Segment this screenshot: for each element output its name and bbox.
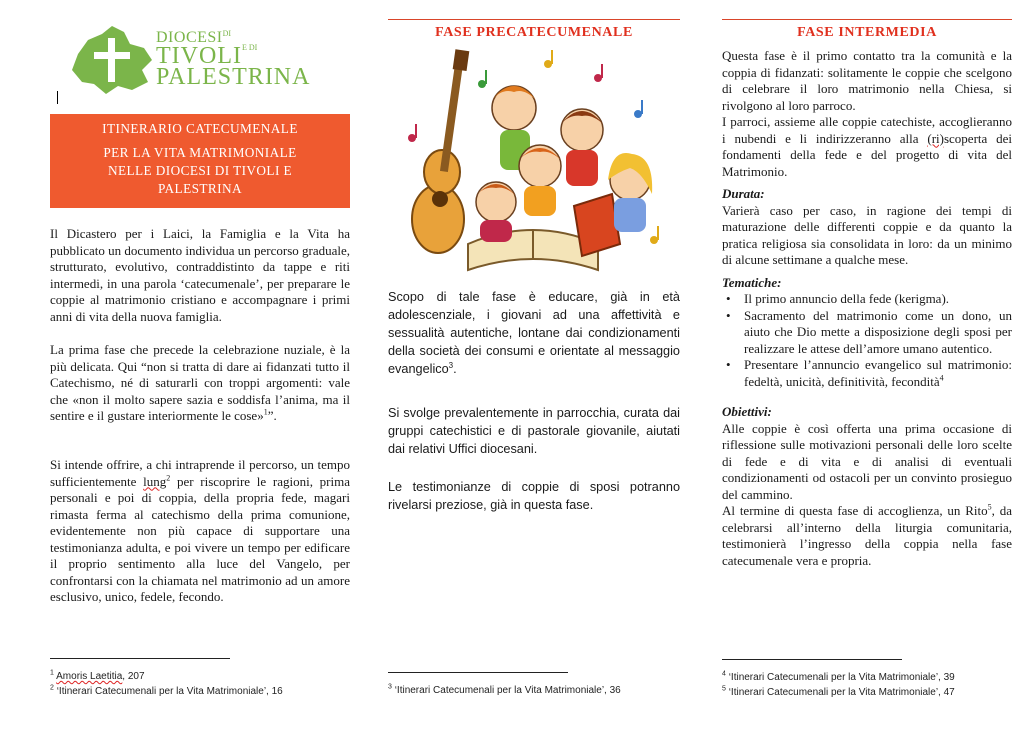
logo-line-3: PALESTRINA bbox=[156, 64, 311, 90]
precat-paragraph-1-text: Scopo di tale fase è educare, già in età adolescenziale, i giovani ad una affettività e sessualità autentiche, lontane dai condizionamenti della società dei consumi e orientate al messaggio evangelico bbox=[388, 290, 680, 376]
footnote-1 bbox=[50, 669, 350, 684]
intro-paragraph-1: Il Dicastero per i Laici, la Famiglia e la Vita ha pubblicato un documento individua un percorso graduale, strutturato, evolutivo, contraddistinto da tappe e riti intermedi, in una parola ‘catecumenale’, per preparare le coppie al matrimonio cristiano e accompagnare i primi anni di vita della nuova famiglia. bbox=[50, 226, 351, 324]
section-rule-precatecumenale bbox=[388, 19, 680, 20]
section-rule-intermedia bbox=[722, 19, 1012, 20]
list-item: • Il primo annuncio della fede (kerigma). bbox=[722, 291, 1012, 308]
spelling-error-word[interactable]: (ri) bbox=[927, 130, 944, 146]
singing-children-illustration bbox=[398, 44, 668, 276]
intro-paragraph-2-text: La prima fase che precede la celebrazione nuziale, è la più delicata. Qui “non si tratta di dare ai fidanzati tutto il Catechismo, né di saturarli con troppi argomenti: vale che «non il molto sapere sazia e soddisfa l’anima, ma il sentire e il gustare interiormente le cose» bbox=[50, 342, 350, 423]
diocese-map-cross-icon bbox=[68, 24, 158, 96]
diocese-logo bbox=[68, 24, 328, 96]
list-item bbox=[722, 357, 1012, 390]
obiettivi-heading: Obiettivi: bbox=[722, 404, 772, 419]
intermedia-paragraph-2-text-b: scoperta dei fondamenti della fede e del progetto di vita del Matrimonio. bbox=[722, 130, 1012, 179]
intermedia-paragraph-rito bbox=[722, 503, 1012, 569]
footnote-5-number: 5 bbox=[722, 685, 726, 693]
list-item: • Sacramento del matrimonio come un dono, un aiuto che Dio mette a disposizione degli sposi per realizzare le attese dell’amore umano autentico. bbox=[722, 308, 1012, 358]
footnote-3-text: ‘Itinerari Catecumenali per la Vita Matrimoniale’, 36 bbox=[394, 685, 621, 696]
section-title-precatecumenale: FASE PRECATECUMENALE bbox=[435, 25, 633, 40]
footnote-ref-5[interactable]: 5 bbox=[987, 502, 992, 512]
obiettivi-text: Alle coppie è così offerta una prima occasione di riflessione sulle motivazioni personali delle loro scelte di fede e di vita e di analisi di eventuali condizionamenti od ostacoli per un convinto prosieguo del cammino. bbox=[722, 420, 1012, 502]
footnote-1-number: 1 bbox=[50, 669, 54, 677]
footnote-divider bbox=[722, 659, 902, 660]
guitar-icon bbox=[412, 49, 469, 253]
intro-paragraph-3-text-b: per riscoprire le ragioni, prima personali e poi di coppia, della propria fede, magari rimasta ferma al catechismo della prima comunione, evidentemente non più capace di supportare una testimonianza adulta, e poi vivere un tempo per edificare il proprio sentimento alla luce del Vangelo, per confrontarsi con la chiamata nel matrimonio ad un amore esclusivo, unico, fedele, fecondo. bbox=[50, 473, 350, 604]
footnote-ref-4[interactable]: 4 bbox=[939, 373, 944, 383]
intro-paragraph-2-end: ”. bbox=[267, 408, 277, 423]
child-left-icon bbox=[476, 182, 516, 242]
precat-paragraph-1 bbox=[388, 288, 680, 378]
footnote-4 bbox=[722, 670, 1012, 685]
spelling-error-word[interactable]: lung bbox=[143, 473, 167, 489]
footnote-5 bbox=[722, 685, 1012, 700]
rito-text-b: , da celebrarsi all’interno della liturgia comunitaria, testimonierà l’ingresso della coppia nella fase catecumenale vera e propria. bbox=[722, 503, 1012, 568]
footnote-1-title[interactable]: Amoris Laetitia bbox=[56, 671, 123, 682]
logo-line-2-small: E DI bbox=[241, 43, 258, 52]
footnote-ref-3[interactable]: 3 bbox=[448, 360, 454, 370]
logo-line-1-small: DI bbox=[222, 29, 232, 38]
footnote-divider bbox=[388, 672, 568, 673]
child-center-icon bbox=[519, 145, 561, 216]
precat-paragraph-3: Le testimonianze di coppie di sposi potranno rivelarsi preziose, già in questa fase. bbox=[388, 480, 680, 512]
footnote-3-number: 3 bbox=[388, 683, 392, 691]
child-girl-icon bbox=[608, 153, 652, 232]
intermedia-paragraph-1: Questa fase è il primo contatto tra la comunità e la coppia di fidanzati: solitamente le coppie che scelgono di celebrare il loro matrimonio nella Chiesa, si rivolgono al loro parroco. bbox=[722, 48, 1012, 113]
title-line-3: NELLE DIOCESI DI TIVOLI E bbox=[107, 163, 293, 178]
section-title-intermedia: FASE INTERMEDIA bbox=[797, 25, 937, 40]
itinerary-title-box bbox=[50, 114, 350, 208]
title-line-4: PALESTRINA bbox=[157, 181, 243, 196]
footnote-5-text: ‘Itinerari Catecumenali per la Vita Matrimoniale’, 47 bbox=[728, 687, 955, 698]
rito-text-a: Al termine di questa fase di accoglienza, un Rito bbox=[722, 503, 988, 518]
footnote-2 bbox=[50, 684, 350, 699]
footnote-4-number: 4 bbox=[722, 670, 726, 678]
footnote-2-text: ‘Itinerari Catecumenali per la Vita Matrimoniale’, 16 bbox=[56, 686, 283, 697]
footnote-2-number: 2 bbox=[50, 684, 54, 692]
footnote-1-page: , 207 bbox=[122, 671, 145, 682]
list-item-text: Presentare l’annuncio evangelico sul matrimonio: fedeltà, unicità, definitività, fecondità bbox=[744, 357, 1012, 389]
footnote-ref-1[interactable]: 1 bbox=[263, 407, 268, 417]
text-cursor bbox=[57, 91, 58, 104]
precat-paragraph-2: Si svolge prevalentemente in parrocchia, curata dai gruppi catechistici e di pastorale giovanile, aiutati dai relativi Uffici diocesani. bbox=[388, 406, 680, 456]
footnote-4-text: ‘Itinerari Catecumenali per la Vita Matrimoniale’, 39 bbox=[728, 672, 955, 683]
child-right-icon bbox=[561, 109, 603, 186]
intro-paragraph-3-text-a: Si intende offrire, a chi intraprende il percorso, un tempo sufficientemente bbox=[50, 457, 350, 489]
logo-line-1: DIOCESI bbox=[156, 29, 223, 46]
durata-heading: Durata: bbox=[722, 186, 765, 201]
intro-paragraph-2 bbox=[50, 342, 350, 425]
logo-line-2: TIVOLI bbox=[156, 43, 242, 69]
tematiche-list bbox=[722, 291, 1012, 390]
title-line-1: ITINERARIO CATECUMENALE bbox=[102, 121, 298, 136]
durata-text: Varierà caso per caso, in ragione dei tempi di maturazione delle differenti coppie e da quanto la pratica religiosa sia consolidata in loro: da un minimo di alcune settimane a qualche mese. bbox=[722, 202, 1012, 267]
footnote-3 bbox=[388, 683, 680, 698]
intermedia-paragraph-2 bbox=[722, 114, 1012, 180]
title-line-2: PER LA VITA MATRIMONIALE bbox=[103, 145, 297, 160]
intro-paragraph-3 bbox=[50, 457, 350, 606]
footnote-divider bbox=[50, 658, 230, 659]
tematiche-heading: Tematiche: bbox=[722, 274, 782, 290]
footnote-ref-2[interactable]: 2 bbox=[166, 473, 171, 483]
intermedia-paragraph-2-text-a: I parroci, assieme alle coppie catechiste, accoglieranno i nubendi e li indirizzeranno alla bbox=[722, 114, 1012, 146]
precat-paragraph-1-end: . bbox=[453, 362, 457, 376]
